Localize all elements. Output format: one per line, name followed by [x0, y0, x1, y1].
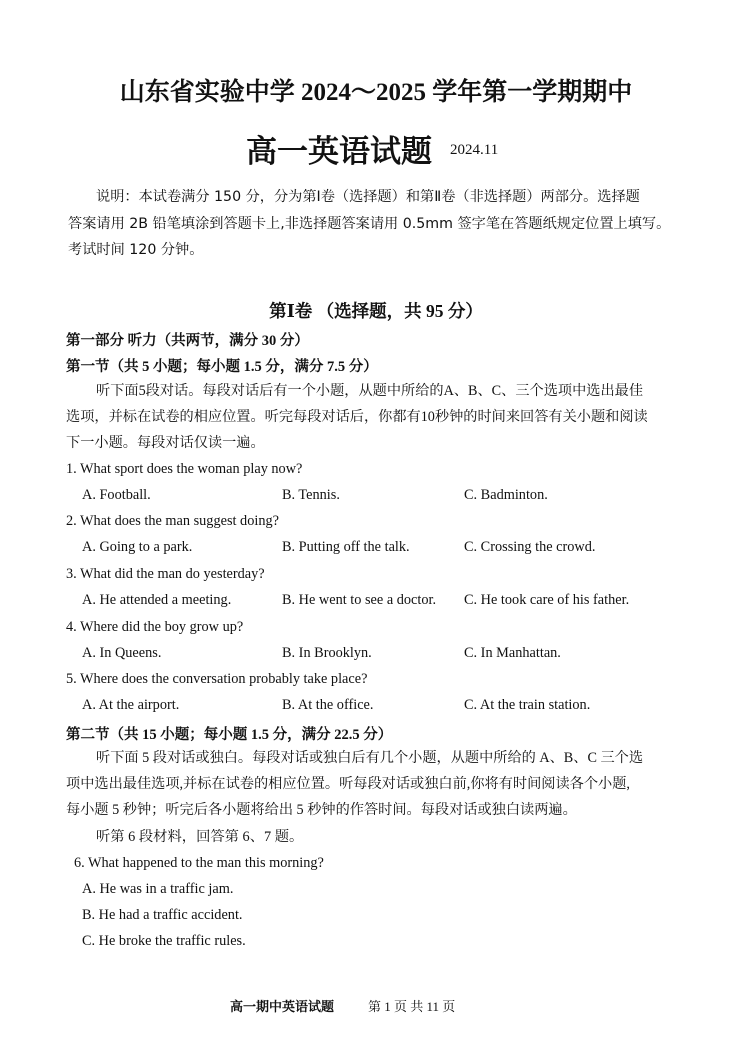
option-a: A. At the airport.: [82, 697, 180, 713]
instruction-line: 听下面 5 段对话或独白。每段对话或独白后有几个小题，从题中所给的 A、B、C 三个选: [96, 750, 644, 766]
option-a: A. He was in a traffic jam.: [82, 881, 234, 897]
page-number: 第 1 页 共 11 页: [368, 999, 456, 1014]
exam-notes: [68, 184, 694, 264]
volume-heading: 第Ⅰ卷 （选择题，共 95 分）: [269, 301, 483, 321]
option-b: B. At the office.: [282, 697, 374, 713]
section-title: 第二节（共 15 小题；每小题 1.5 分，满分 22.5 分）: [66, 727, 393, 743]
option-c: C. Crossing the crowd.: [464, 539, 596, 555]
notes-line: 答案请用 2B 铅笔填涂到答题卡上,非选择题答案请用 0.5mm 签字笔在答题纸规定位置上填写。: [68, 215, 671, 232]
option-b: B. He had a traffic accident.: [82, 907, 243, 923]
section-instructions: [66, 378, 696, 457]
option-b: B. Putting off the talk.: [282, 539, 410, 555]
instruction-line: 下一小题。每段对话仅读一遍。: [66, 435, 265, 452]
question-stem: 2. What does the man suggest doing?: [66, 513, 279, 529]
option-b: B. Tennis.: [282, 487, 340, 503]
instruction-line: 每小题 5 秒钟；听完后各小题将给出 5 秒钟的作答时间。每段对话或独白读两遍。: [66, 802, 577, 819]
section-instructions: [66, 745, 696, 824]
exam-date: 2024.11: [450, 142, 499, 158]
instruction-line: 选项，并标在试卷的相应位置。听完每段对话后，你都有10秒钟的时间来回答有关小题和阅读: [66, 409, 648, 426]
option-c: C. He broke the traffic rules.: [82, 933, 246, 949]
question-stem: 1. What sport does the woman play now?: [66, 461, 303, 477]
question-stem: 6. What happened to the man this morning?: [74, 855, 324, 871]
option-c: C. Badminton.: [464, 487, 548, 503]
notes-line: 说明：本试卷满分 150 分，分为第Ⅰ卷（选择题）和第Ⅱ卷（非选择题）两部分。选择题: [96, 189, 640, 205]
option-a: A. In Queens.: [82, 645, 162, 661]
option-b: B. In Brooklyn.: [282, 645, 372, 661]
instruction-line: 听下面5段对话。每段对话后有一个小题，从题中所给的A、B、C、三个选项中选出最佳: [96, 383, 644, 399]
subject-title: 高一英语试题: [246, 134, 432, 169]
material-note: 听第 6 段材料，回答第 6、7 题。: [96, 829, 304, 845]
option-c: C. In Manhattan.: [464, 645, 561, 661]
instruction-line: 项中选出最佳选项,并标在试卷的相应位置。听每段对话或独白前,你将有时间阅读各个小题,: [66, 776, 630, 793]
option-a: A. He attended a meeting.: [82, 592, 232, 608]
option-a: A. Going to a park.: [82, 539, 193, 555]
question-stem: 3. What did the man do yesterday?: [66, 566, 265, 582]
footer-title: 高一期中英语试题: [230, 999, 335, 1014]
question-stem: 5. Where does the conversation probably take place?: [66, 671, 368, 687]
option-b: B. He went to see a doctor.: [282, 592, 437, 608]
exam-title: 山东省实验中学 2024～2025 学年第一学期期中: [119, 79, 633, 106]
notes-line: 考试时间 120 分钟。: [68, 242, 204, 258]
section-title: 第一节（共 5 小题；每小题 1.5 分，满分 7.5 分）: [66, 359, 378, 375]
option-c: C. At the train station.: [464, 697, 591, 713]
question-stem: 4. Where did the boy grow up?: [66, 619, 244, 635]
part-title: 第一部分 听力（共两节，满分 30 分）: [66, 333, 309, 349]
option-a: A. Football.: [82, 487, 151, 503]
option-c: C. He took care of his father.: [464, 592, 630, 608]
